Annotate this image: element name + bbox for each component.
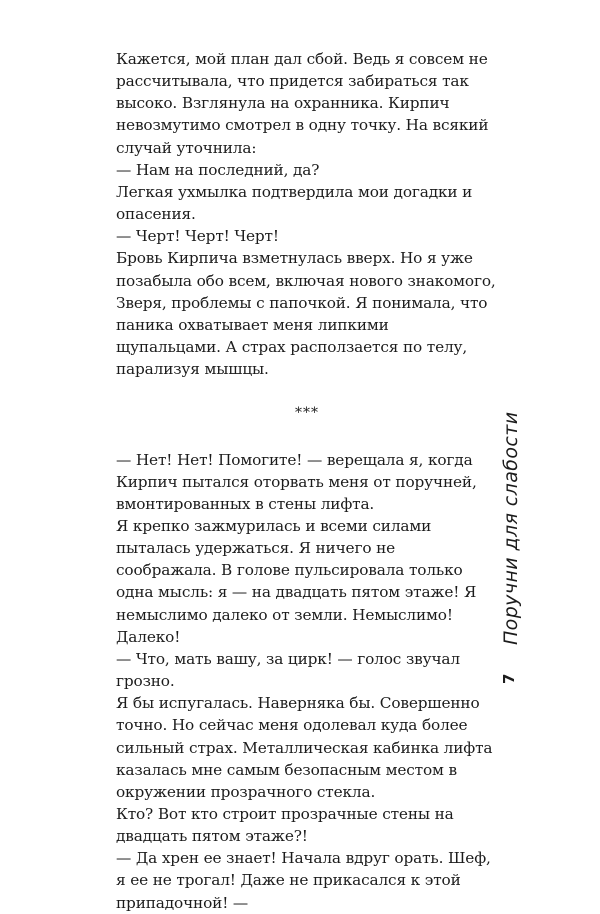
paragraph: Я крепко зажмурилась и всеми силами пыталась удержаться. Я ничего не соображала. В голове пульсировала только одна мысль: я — на двадцать пятом этаже! Я немыслимо далеко от земли. Немыслимо! Далеко! <box>116 516 477 646</box>
paragraph: — Нет! Нет! Помогите! — верещала я, когда Кирпич пытался оторвать меня от поручней, вмонтированных в стены лифта. <box>116 450 477 513</box>
page-body <box>116 48 498 914</box>
page-number: 7 <box>500 673 518 684</box>
running-title-text: Поручни для слабости <box>500 411 522 645</box>
paragraph: — Да хрен ее знает! Начала вдруг орать. Шеф, я ее не трогал! Даже не прикасался к этой припадочной! — <box>116 849 491 912</box>
paragraph: — Нам на последний, да? <box>116 160 320 179</box>
paragraph: Я бы испугалась. Наверняка бы. Совершенно точно. Но сейчас меня одолевал куда более сильный страх. Металлическая кабинка лифта казалась мне самым безопасным местом в окружении прозрачного стекла. <box>116 694 493 801</box>
paragraph: Кажется, мой план дал сбой. Ведь я совсем не рассчитывала, что придется забираться так высоко. Взглянула на охранника. Кирпич невозмутимо смотрел в одну точку. На всякий случай уточнила: <box>116 50 489 157</box>
paragraph: Бровь Кирпича взметнулась вверх. Но я уже позабыла обо всем, включая нового знакомого, Зверя, проблемы с папочкой. Я понимала, что паника охватывает меня липкими щупальцами. А страх расползается по телу, парализуя мышцы. <box>116 249 496 379</box>
paragraph: — Что, мать вашу, за цирк! — голос звучал грозно. <box>116 649 460 691</box>
paragraph: Легкая ухмылка подтвердила мои догадки и опасения. <box>116 182 473 224</box>
section-separator: *** <box>295 405 319 422</box>
paragraph: Кто? Вот кто строит прозрачные стены на двадцать пятом этаже?! <box>116 805 454 846</box>
paragraph: — Черт! Черт! Черт! <box>116 227 279 246</box>
